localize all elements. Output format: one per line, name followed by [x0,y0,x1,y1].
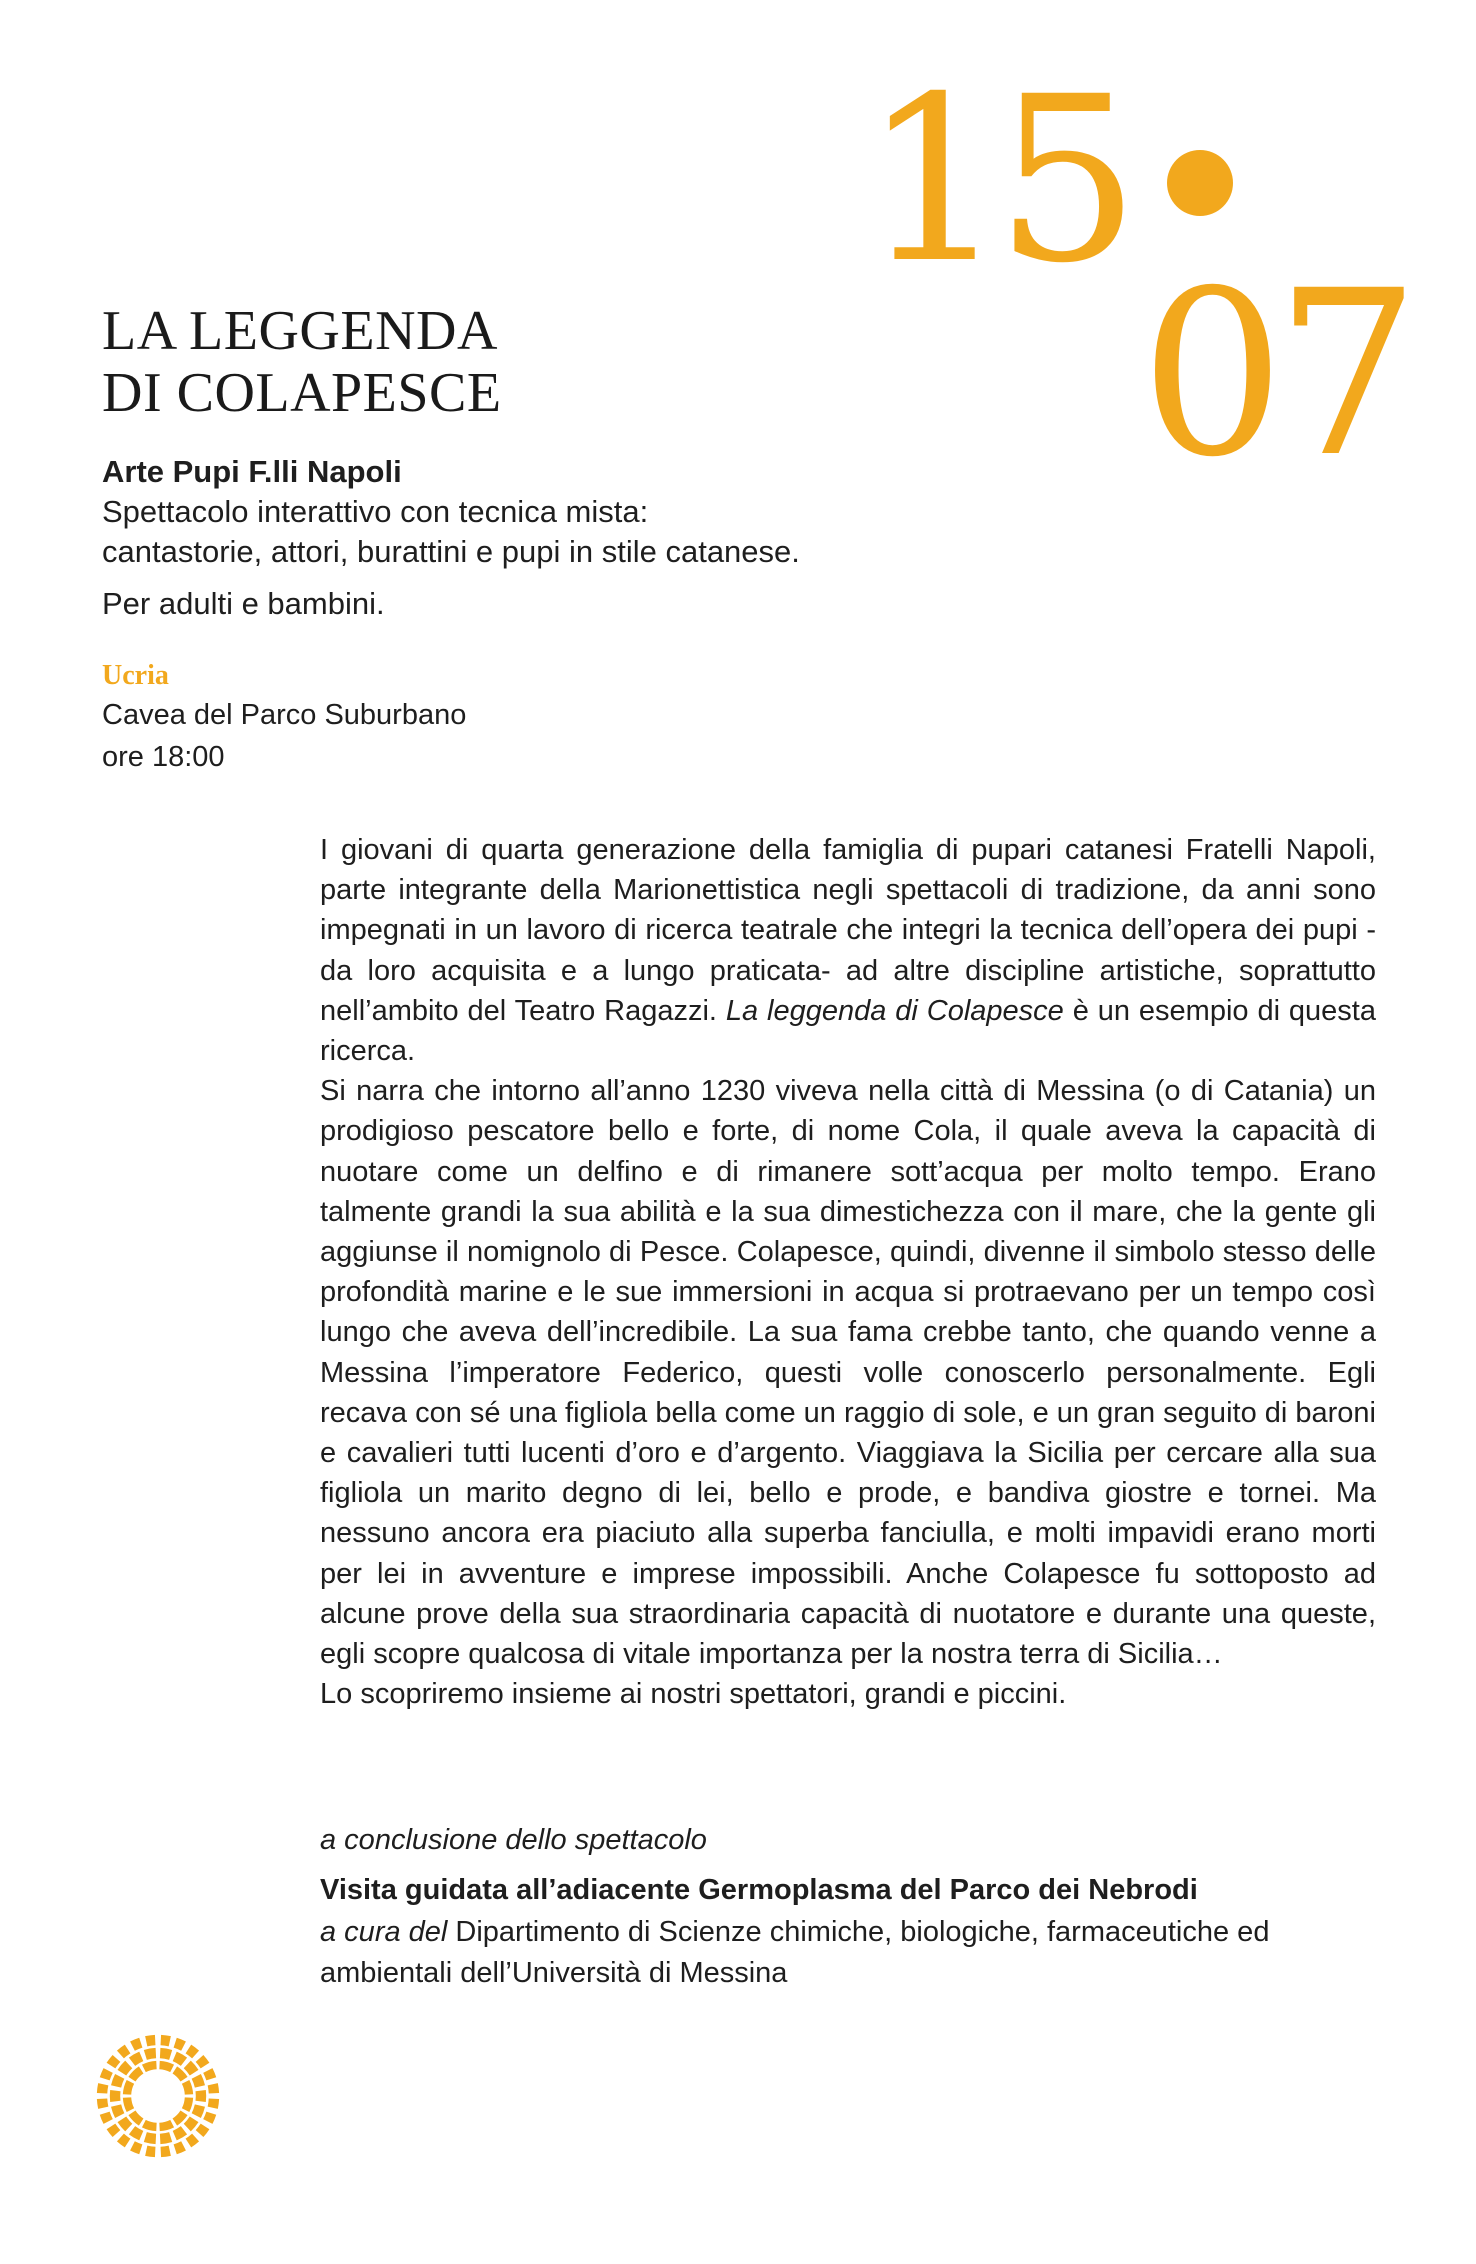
logo-brick [123,2080,134,2095]
logo-brick [123,2097,134,2112]
logo-brick [196,2055,210,2068]
event-body-text [320,830,1376,1714]
logo-brick [111,2104,124,2118]
venue-town: Ucria [102,660,169,691]
logo-brick [174,2038,186,2051]
curated-by-line1 [320,1912,1380,1952]
body-p1-italic: La leggenda di Colapesce [725,994,1064,1027]
event-title [102,300,502,424]
description-line2: cantastorie, attori, burattini e pupi in stile catanese. [102,534,800,569]
logo-brick [129,2126,143,2140]
audience: Per adulti e bambini. [102,586,385,621]
logo-brick [144,2132,156,2144]
logo-brick [130,2038,142,2051]
circular-brick-ring-logo-icon [94,2032,222,2160]
company-name: Arte Pupi F.lli Napoli [102,454,402,489]
logo-brick [97,2099,108,2109]
logo-brick [117,2134,130,2148]
logo-brick [174,2141,186,2154]
logo-brick [129,2052,143,2066]
logo-brick [182,2097,193,2112]
body-paragraph-1 [320,830,1376,1071]
logo-brick [159,2061,174,2072]
logo-brick [182,2080,193,2095]
date-day: 15 [862,47,1129,313]
body-paragraph-2: Si narra che intorno all’anno 1230 viveva nella città di Messina (o di Catania) un prodigioso pescatore bello e forte, di nome Cola, il quale aveva la capacità di nuotare come un delfino e di rimanere sott’acqua per molto tempo. Erano talmente grandi la sua abilità e la sua dimestichezza con il mare, che la gente gli aggiunse il nomignolo di Pesce. Colapesce, quindi, divenne il simbolo stesso delle profondità marine e le sue immersioni in acqua si protraevano per un tempo così lungo che aveva dell’incredibile. La sua fama crebbe tanto, che quando venne a Messina l’imperatore Federico, questi volle conoscerlo personalmente. Egli recava con sé una figliola bella come un raggio di sole, e un gran seguito di baroni e cavalieri tutti lucenti d’oro e d’argento. Viaggiava la Sicilia per cercare alla sua figliola un marito degno di lei, bello e prode, e bandiva giostre e tornei. Ma nessuno ancora era piaciuto alla superba fanciulla, e molti impavidi erano morti per lei in avventure e imprese impossibili. Anche Colapesce fu sottoposto ad alcune prove della sua straordinaria capacità di nuotatore e durante una queste, egli scopre qualcosa di vitale importanza per la nostra terra di Sicilia… [320,1075,1376,1671]
logo-brick [160,2132,172,2144]
description-line1: Spettacolo interattivo con tecnica mista: [102,494,649,529]
logo-brick [142,2061,157,2072]
curated-label: a cura del [320,1916,448,1948]
guided-visit-title: Visita guidata all’adiacente Germoplasma del Parco dei Nebrodi [320,1874,1198,1906]
logo-brick [160,2048,172,2060]
logo-brick [161,2035,171,2046]
event-title-line2: DI COLAPESCE [102,362,502,424]
logo-brick [161,2146,171,2157]
venue-place: Cavea del Parco Suburbano [102,699,467,731]
logo-brick [107,2055,121,2068]
curated-text: Dipartimento di Scienze chimiche, biologiche, farmaceutiche ed [447,1916,1270,1948]
logo-brick [144,2048,156,2060]
logo-brick [118,2061,133,2076]
logo-brick [184,2117,199,2132]
logo-brick [192,2104,205,2118]
body-p1-end: è un esempio di questa ricerca. [320,994,1376,1068]
curated-by-line2: ambientali dell’Università di Messina [320,1957,788,1989]
logo-brick [159,2120,174,2131]
body-paragraph-3: Lo scopriremo insieme ai nostri spettatori, grandi e piccini. [320,1678,1067,1711]
logo-brick [186,2134,199,2148]
conclusion-note: a conclusione dello spettacolo [320,1824,707,1856]
logo-brick [142,2120,157,2131]
event-title-line1: LA LEGGENDA [102,300,498,362]
logo-brick [192,2074,205,2088]
logo-brick [196,2090,207,2102]
logo-brick [208,2099,219,2109]
logo-brick [145,2146,155,2157]
logo-brick [100,2112,113,2124]
logo-brick [97,2083,108,2093]
logo-brick [110,2090,121,2102]
logo-brick [196,2124,210,2137]
logo-brick [100,2068,113,2080]
logo-brick [203,2112,216,2124]
body-p1-start: I giovani di quarta generazione della famiglia di pupari catanesi Fratelli Napoli, parte integrante della Marionettistica negli spettacoli di tradizione, da anni sono impegnati in un lavoro di ricerca teatrale che integri la tecnica dell’opera dei pupi -da loro acquisita e a lungo praticata- ad altre discipline artistiche, soprattutto nell’ambito del Teatro Ragazzi. [320,834,1376,1027]
logo-brick [118,2117,133,2132]
venue-time: ore 18:00 [102,741,225,773]
logo-brick [145,2035,155,2046]
logo-brick [203,2068,216,2080]
date-separator-dot [1167,150,1233,216]
logo-brick [107,2124,121,2137]
logo-brick [184,2061,199,2076]
logo-brick [130,2141,142,2154]
date-month: 07 [1140,241,1411,507]
logo-brick [186,2045,199,2059]
logo-brick [111,2074,124,2088]
logo-brick [173,2126,187,2140]
logo-brick [208,2083,219,2093]
logo-brick [117,2045,130,2059]
logo-brick [173,2052,187,2066]
